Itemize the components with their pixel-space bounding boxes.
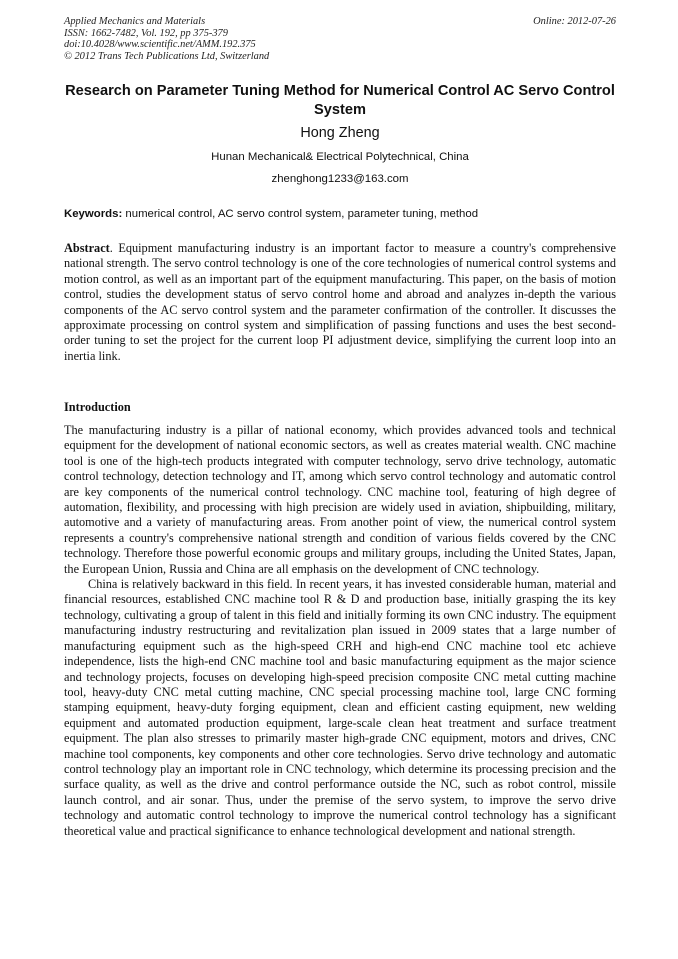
keywords — [64, 208, 616, 220]
paragraph: China is relatively backward in this field. In recent years, it has invested considerable human, material and financial resources, established CNC machine tool R & D and production base, initially grasping the its key technology, cultivating a group of talent in this field and initially forming its own CNC industry. The equipment manufacturing industry restructuring and revitalization plan issued in 2009 states that a large number of manufacturing equipment such as the high-speed CRH and high-end CNC machine tool etc achieve independence, lists the high-end CNC machine tool and basic manufacturing equipment as the major science and technology projects, focuses on developing high-speed precision composite CNC metal cutting machine tool, heavy-duty CNC metal cutting machine, CNC special processing machine tool, large CNC forming stamping equipment, heavy-duty forging equipment, clean and efficient casting equipment, new welding equipment and automated production equipment, large-scale clean heat treatment and surface treatment equipment. The plan also stresses to primarily master high-grade CNC equipment, motors and drives, CNC machine tool components, key components and other core technologies. Servo drive technology and automatic control technology play an important role in CNC technology, which determine its processing precision and the surface quality, as well as the drive and control performance outside the NC, such as robot control, missile launch control, and air sonar. Thus, under the premise of the servo system, to improve the servo drive technology and automatic control technology to improve the numerical control technology has a significant theoretical value and practical significance to enhance technological development and national strength. — [64, 577, 616, 838]
copyright-line: © 2012 Trans Tech Publications Ltd, Switzerland — [64, 50, 270, 62]
keywords-label: Keywords: — [64, 208, 123, 220]
author-name: Hong Zheng — [300, 125, 380, 141]
keywords-text: numerical control, AC servo control system, parameter tuning, method — [122, 208, 479, 220]
doi-line: doi:10.4028/www.scientific.net/AMM.192.375 — [64, 39, 256, 50]
journal-name: Applied Mechanics and Materials — [64, 16, 206, 27]
issn-line: ISSN: 1662-7482, Vol. 192, pp 375-379 — [64, 27, 228, 39]
paper-title: Research on Parameter Tuning Method for Numerical Control AC Servo Control System — [65, 83, 615, 118]
journal-header — [64, 16, 616, 62]
online-date: Online: 2012-07-26 — [533, 16, 616, 27]
introduction-body — [64, 423, 616, 839]
abstract-text: . Equipment manufacturing industry is an important factor to measure a country's comprehensive national strength. The servo control technology is one of the core technologies of numerical control systems and motion control, as well as an important part of the equipment manufacturing. This paper, on the basis of motion control, studies the development status of servo control home and abroad and analyzes in-depth the various components of the AC servo control system and the parameter confirmation of the controller. It discusses the approximate processing on control system and simplification of passing functions and uses the best second-order tuning to set the project for the current loop PI adjustment device, simplifying the current loop into an inertia link. — [64, 241, 616, 363]
author-email: zhenghong1233@163.com — [271, 173, 409, 185]
abstract — [64, 241, 616, 364]
paragraph: The manufacturing industry is a pillar of national economy, which provides advanced tools and technical equipment for the development of national economic sectors, as well as creates material wealth. CNC machine tool is one of the high-tech products integrated with computer technology, servo drive technology, automatic control technology, detection technology and IT, among which servo control technology and automatic control are key components of the numerical control technology. CNC machine tool, featuring of high degree of automation, flexibility, and processing with high precision are widely used in aviation, shipbuilding, military, automotive and a variety of manufacturing areas. From another point of view, the numerical control system represents a country's comprehensive national strength and condition of various fields covered by the CNC technology. Therefore those powerful economic groups and military groups, including the United States, Japan, the European Union, Russia and China are all emphasis on the development of CNC technology. — [64, 423, 616, 576]
author-affiliation: Hunan Mechanical& Electrical Polytechnical, China — [211, 151, 469, 163]
abstract-label: Abstract — [64, 241, 110, 255]
section-heading-introduction: Introduction — [64, 400, 131, 414]
